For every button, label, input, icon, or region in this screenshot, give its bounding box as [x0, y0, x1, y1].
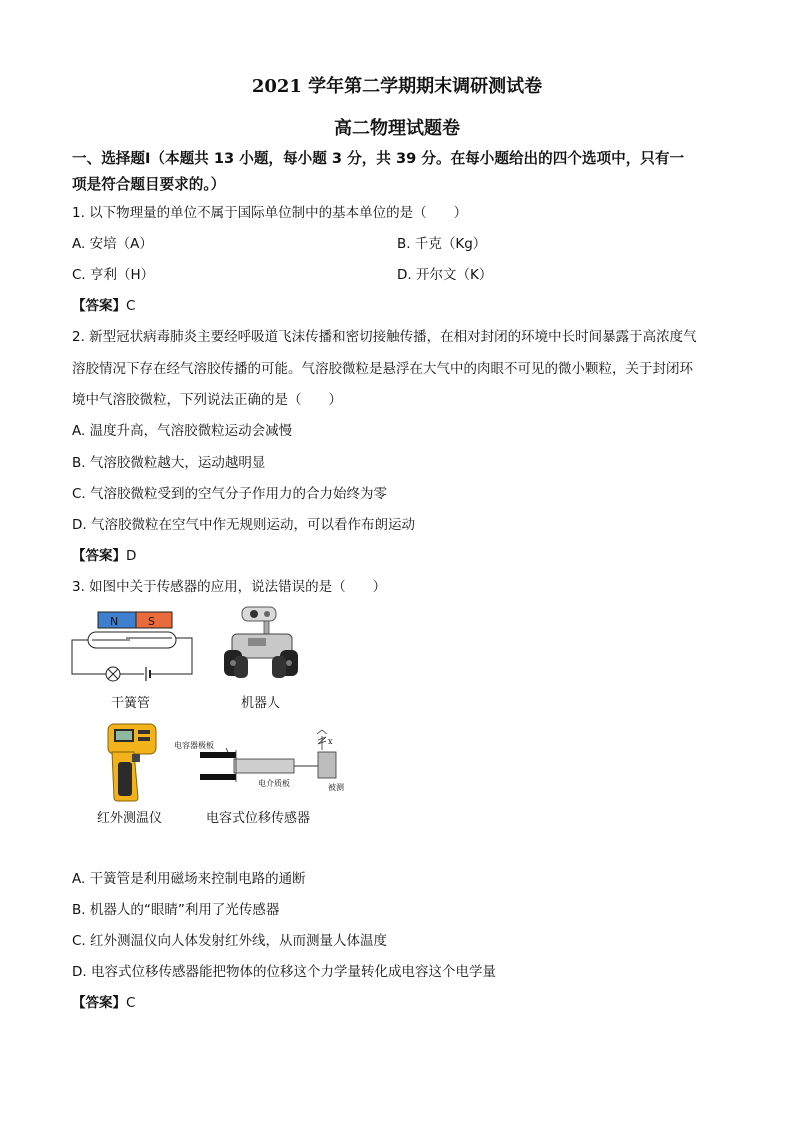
- robot-label: 机器人: [241, 696, 281, 711]
- cap-plate-label: 电容器极板: [174, 741, 214, 750]
- robot-eye-icon: [250, 610, 258, 618]
- q1-option-a: A. 安培（A）: [72, 236, 153, 252]
- cap-dielectric-label: 电介质板: [258, 779, 290, 788]
- page-subtitle: 高二物理试题卷: [334, 118, 460, 139]
- answer-tag: 【答案】: [72, 298, 126, 314]
- q3-option-c: C. 红外测温仪向人体发射红外线，从而测量人体温度: [72, 933, 388, 949]
- section-heading-line1: 一、选择题Ⅰ（本题共 13 小题，每小题 3 分，共 39 分。在每小题给出的四个选项中，只有一: [72, 150, 685, 167]
- robot-figure: [222, 604, 304, 684]
- q1-stem: 1. 以下物理量的单位不属于国际单位制中的基本单位的是（ ）: [72, 205, 468, 221]
- q2-stem-line1: 2. 新型冠状病毒肺炎主要经呼吸道飞沫传播和密切接触传播，在相对封闭的环境中长时间暴露于高浓度气: [72, 329, 697, 345]
- q2-option-d: D. 气溶胶微粒在空气中作无规则运动，可以看作布朗运动: [72, 517, 415, 533]
- q2-stem-line3: 境中气溶胶微粒，下列说法正确的是（ ）: [72, 392, 342, 408]
- q2-option-a: A. 温度升高，气溶胶微粒运动会减慢: [72, 423, 293, 439]
- q1-answer: [72, 294, 135, 314]
- q3-option-a: A. 干簧管是利用磁场来控制电路的通断: [72, 871, 306, 887]
- cap-object-label: 被测: [328, 783, 344, 792]
- answer-value: C: [126, 995, 136, 1011]
- magnet-s-label: S: [148, 615, 155, 628]
- q2-answer: [72, 544, 136, 564]
- robot-head: [242, 607, 276, 621]
- answer-tag: 【答案】: [72, 548, 126, 564]
- q3-option-b: B. 机器人的“眼睛”利用了光传感器: [72, 902, 280, 918]
- capacitor-plate-top: [200, 752, 236, 758]
- q1-option-b: B. 千克（Kg）: [397, 236, 487, 252]
- q3-stem: 3. 如图中关于传感器的应用，说法错误的是（ ）: [72, 579, 387, 595]
- q3-option-d: D. 电容式位移传感器能把物体的位移这个力学量转化成电容这个电学量: [72, 964, 496, 980]
- section-heading-line2: 项是符合题目要求的。）: [72, 176, 226, 193]
- circuit-wire: [72, 640, 106, 674]
- capacitive-sensor-label: 电容式位移传感器: [206, 811, 311, 826]
- q2-option-b: B. 气溶胶微粒越大，运动越明显: [72, 455, 266, 471]
- dielectric-board: [234, 759, 294, 773]
- answer-value: C: [126, 298, 136, 314]
- measured-object: [318, 752, 336, 778]
- q1-option-c: C. 亨利（H）: [72, 267, 155, 283]
- q2-option-c: C. 气溶胶微粒受到的空气分子作用力的合力始终为零: [72, 486, 388, 502]
- reed-switch-figure: [68, 608, 198, 686]
- answer-tag: 【答案】: [72, 995, 126, 1011]
- q1-option-d: D. 开尔文（K）: [397, 267, 493, 283]
- q2-stem-line2: 溶胶情况下存在经气溶胶传播的可能。气溶胶微粒是悬浮在大气中的肉眼不可见的微小颗粒，关于封闭环: [72, 361, 693, 377]
- magnet-n-label: N: [110, 615, 119, 628]
- answer-value: D: [126, 548, 137, 564]
- thermometer-figure: [104, 722, 160, 802]
- capacitive-sensor-figure: [172, 728, 352, 794]
- thermometer-label: 红外测温仪: [97, 811, 163, 826]
- q3-answer: [72, 991, 135, 1011]
- reed-switch-label: 干簧管: [111, 696, 151, 711]
- cap-x-label: x: [328, 737, 333, 746]
- page-title: 2021 学年第二学期期末调研测试卷: [251, 76, 543, 97]
- capacitor-plate-bottom: [200, 774, 236, 780]
